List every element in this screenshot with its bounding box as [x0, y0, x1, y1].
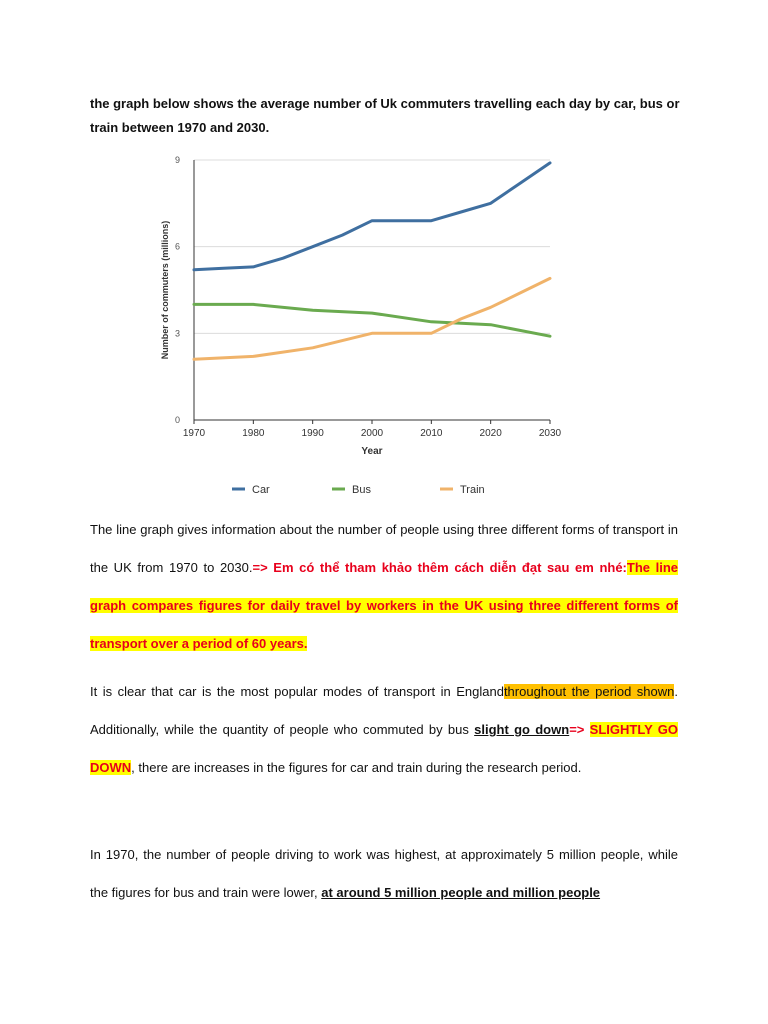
paragraph-introduction	[90, 511, 678, 663]
paragraph-overview	[90, 673, 678, 787]
overview-text-1: It is clear that car is the most popular modes of transport in England	[90, 684, 504, 699]
line-chart	[150, 148, 570, 508]
intro-title: the graph below shows the average number of Uk commuters travelling each day by car, bus or train between 1970 and 2030.	[90, 96, 680, 135]
suggestion-prefix: => Em có thể tham khảo thêm cách diễn đạt sau em nhé:	[252, 560, 627, 575]
x-tick-label-2030: 2030	[538, 428, 562, 439]
y-tick-label-9: 9	[174, 155, 180, 165]
series-line-train	[194, 278, 550, 359]
overview-text-3: , there are increases in the figures for car and train during the research period.	[131, 760, 582, 775]
x-tick-label-1990: 1990	[301, 428, 324, 439]
paragraph-details	[90, 836, 678, 912]
overview-text-2: . Additionally, while the quantity of people who commuted by bus	[90, 684, 678, 737]
legend-label-car: Car	[252, 484, 270, 496]
details-underlined: at around 5 million people and million people	[321, 885, 601, 900]
y-axis-label: Number of commuters (millions)	[160, 220, 170, 360]
y-tick-label-6: 6	[174, 241, 180, 252]
x-axis-label: Year	[361, 446, 383, 457]
x-tick-label-2010: 2010	[420, 428, 443, 439]
x-tick-label-2000: 2000	[360, 428, 384, 439]
series-line-car	[194, 163, 550, 270]
correction-text: SLIGHTLY GO DOWN	[90, 722, 678, 775]
y-tick-label-0: 0	[174, 415, 180, 425]
x-tick-label-1980: 1980	[242, 428, 265, 439]
details-text: In 1970, the number of people driving to work was highest, at approximately 5 million people, while the figures for bus and train were lower,	[90, 847, 678, 900]
intro-sentence: The line graph gives information about the number of people using three different forms of transport in the UK from 1970 to 2030.	[90, 522, 678, 575]
y-tick-label-3: 3	[174, 328, 180, 339]
overview-highlight: throughout the period shown	[503, 684, 675, 699]
legend-label-bus: Bus	[352, 484, 371, 496]
x-tick-label-2020: 2020	[479, 428, 502, 439]
legend-label-train: Train	[460, 484, 485, 496]
suggestion-highlight: The line graph compares figures for daily travel by workers in the UK using three different forms of transport over a period of 60 years.	[90, 560, 679, 651]
line-chart-svg	[150, 148, 570, 508]
correction-arrow: =>	[569, 722, 585, 737]
error-phrase: slight go down	[474, 722, 570, 737]
series-line-bus	[194, 304, 550, 336]
x-tick-label-1970: 1970	[182, 428, 206, 439]
